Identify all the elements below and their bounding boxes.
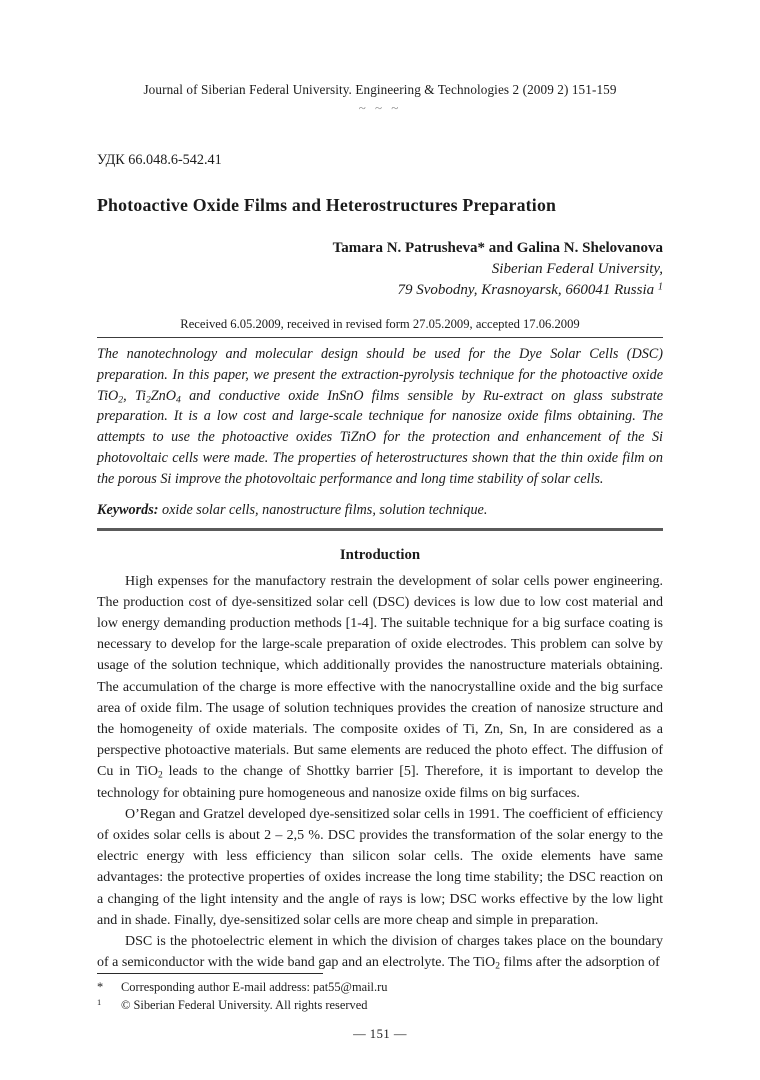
received-dates-line: Received 6.05.2009, received in revised form 27.05.2009, accepted 17.06.2009 [180,317,580,331]
abstract-bottom-rule [97,528,663,531]
footnote-divider [97,973,323,974]
body-paragraph: High expenses for the manufactory restrain the development of solar cells power engineering. The production cost of dye-sensitized solar cell (DSC) devices is low due to low cost material and low energy demanding production methods [1-4]. The suitable technique for a big surface coating is necessary to develop for the large-scale preparation of oxide electrodes. This problem can solve by usage of the solution technique, which additionally provides the nanostructure materials obtaining. The accumulation of the charge is more effective with the nanocrystalline oxide and the big surface area of oxide film. The usage of solution techniques provides the creation of nanosize structure and the homogeneity of oxide materials. The composite oxides of Ti, Zn, Sn, In are considered as a perspective photoactive materials. But same elements are reduced the photo effect. The diffusion of Cu in TiO$_2$ leads to the change of Shottky barrier [5]. Therefore, it is important to develop the technology for obtaining pure homogeneous and nanosize oxide films on big surfaces. [97,573,663,801]
keywords-label: Keywords: [97,501,159,518]
body-paragraph: DSC is the photoelectric element in which the division of charges takes place on the boundary of a semiconductor with the wide band gap and an electrolyte. The TiO$_2$ films after the adsorption of [97,934,663,972]
udk-code: УДК 66.048.6-542.41 [97,152,222,168]
page-content [97,0,663,1080]
affiliation-university: Siberian Federal University, [491,261,663,277]
affiliation-address: 79 Svobodny, Krasnoyarsk, 660041 Russia $^1$ [397,281,663,298]
footnote-marker: * [97,980,104,995]
keywords-text: oxide solar cells, nanostructure films, solution technique. [158,501,488,518]
abstract-text: The nanotechnology and molecular design should be used for the Dye Solar Cells (DSC) preparation. In this paper, we present the extraction-pyrolysis technique for the photoactive oxide TiO$_2$, $Ti_2ZnO_4$ and conductive oxide InSnO films sensible by Ru-extract on glass substrate preparation. It is a low cost and large-scale technique for nanosize oxide films obtaining. The attempts to use the photoactive oxides TiZnO for the protection and enhancement of the Si photovoltaic cells were made. The properties of heterostructures shown that the thin oxide film on the porous Si improve the photovoltaic performance and long time stability of solar cells. [97,346,663,487]
tilde-separator: ~ ~ ~ [358,100,402,115]
footnote [97,978,663,996]
section-heading-introduction: Introduction [339,546,421,563]
keywords-line [97,501,663,520]
body-text [97,571,663,974]
body-paragraph: O’Regan and Gratzel developed dye-sensitized solar cells in 1991. The coefficient of efficiency of oxides solar cells is about 2 – 2,5 %. DSC provides the transformation of the solar energy to the electric energy with less efficiency than silicon solar cells. The oxide elements have same advantages: the protective properties of oxides increase the long time stability; the DSC reaction on a changing of the light intensity and the angle of rays is low; DSC works effective by the low light and in shade. Finally, dye-sensitized solar cells are more cheap and simple in preparation. [97,806,663,928]
journal-header: Journal of Siberian Federal University. Engineering & Technologies 2 (2009 2) 151-159 [143,82,617,97]
page-number: — 151 — [353,1027,407,1042]
abstract-top-rule [97,337,663,338]
page-footer [97,973,663,1080]
footnote-text: Corresponding author E-mail address: pat55@mail.ru [121,980,388,995]
footnote-marker: 1 [97,997,102,1008]
footnote [97,996,663,1014]
footnote-text: © Siberian Federal University. All rights reserved [121,998,368,1013]
authors-line: Tamara N. Patrusheva* and Galina N. Shelovanova [332,240,663,256]
paper-title: Photoactive Oxide Films and Heterostructures Preparation [97,195,557,215]
